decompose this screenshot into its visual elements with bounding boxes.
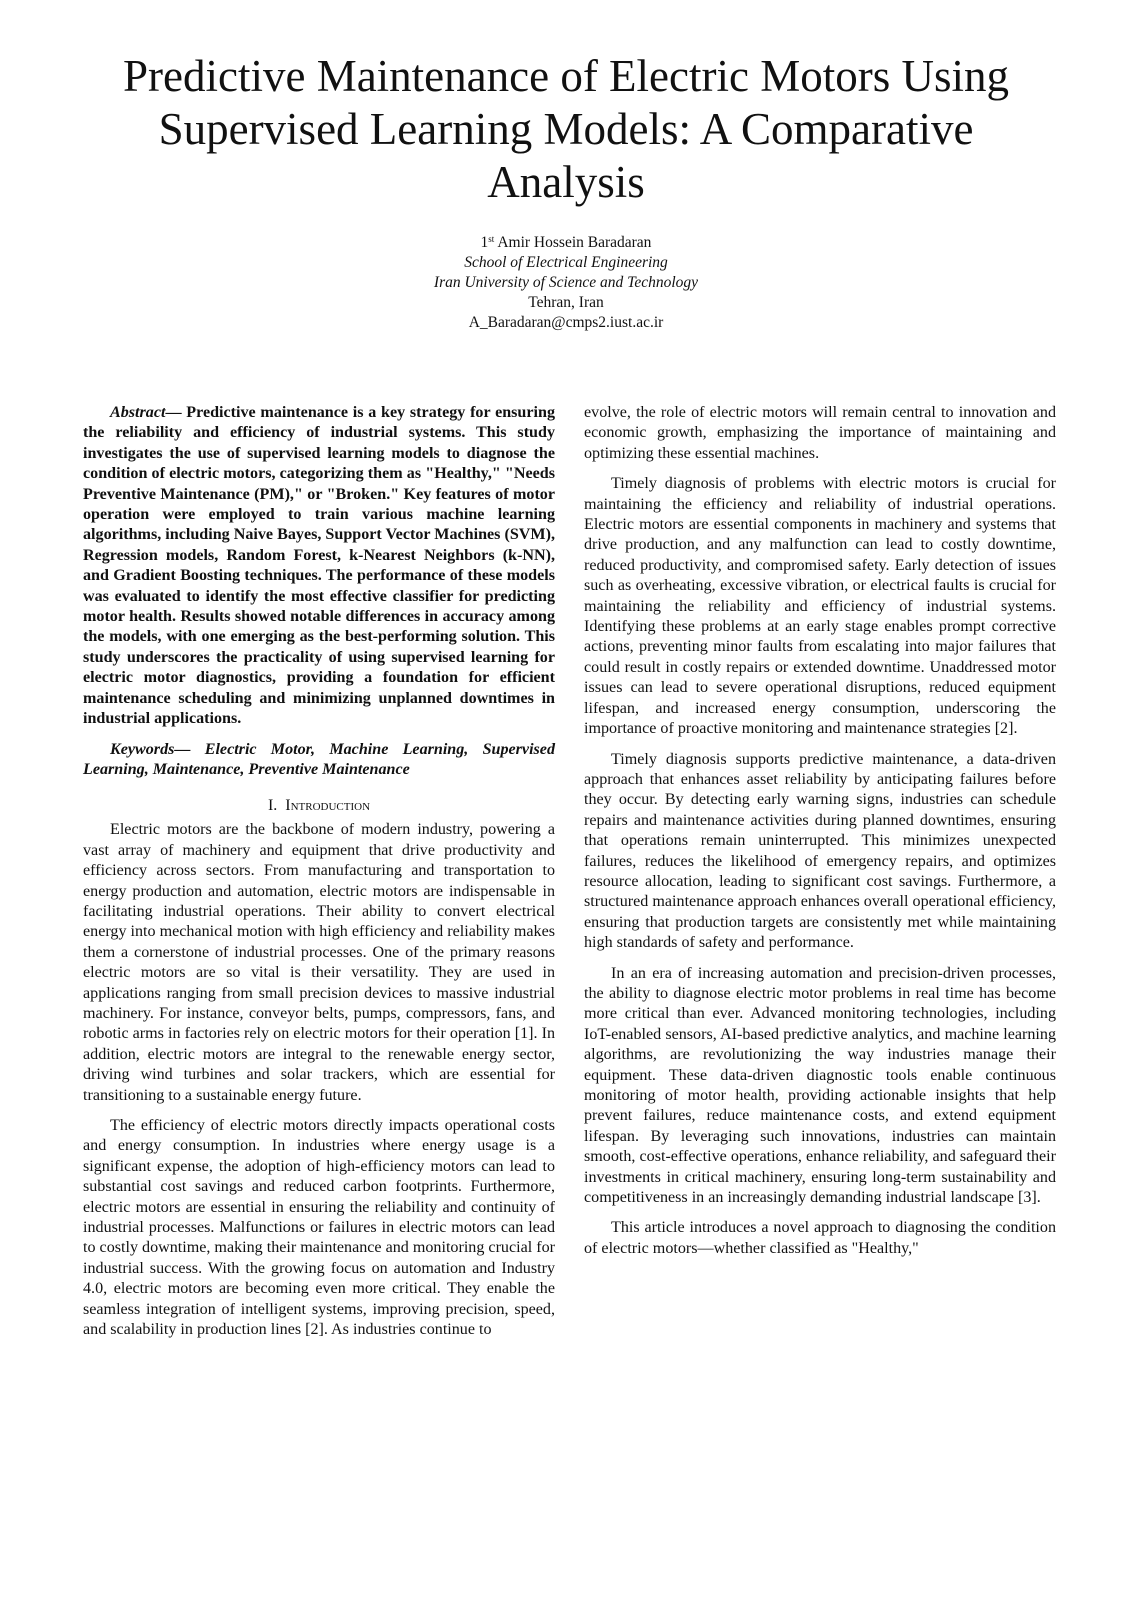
author-name-line xyxy=(300,233,832,253)
section-heading-introduction xyxy=(83,796,555,816)
author-department: School of Electrical Engineering xyxy=(464,254,668,271)
body-paragraph: In an era of increasing automation and precision-driven processes, the ability to diagnose electric motor problems in real time has become more critical than ever. Advanced monitoring technologies, including IoT-enabled sensors, AI-based predictive analytics, and machine learning algorithms, are revolutionizing the way industries manage their equipment. These data-driven diagnostic tools enable continuous monitoring of motor health, providing actionable insights that help prevent failures, reduce maintenance costs, and extend equipment lifespan. By leveraging such innovations, industries can maintain smooth, cost-effective operations, enhance reliability, and safeguard their investments in critical machinery, ensuring long-term sustainability and competitiveness in an increasingly demanding industrial landscape [3]. xyxy=(584,964,1056,1207)
paper-title xyxy=(80,50,1052,209)
title-line: Analysis xyxy=(487,157,645,207)
abstract-dash: — xyxy=(165,404,182,421)
author-ordinal: 1 xyxy=(480,234,489,251)
author-university: Iran University of Science and Technology xyxy=(433,274,699,291)
author-location: Tehran, Iran xyxy=(528,294,604,311)
body-paragraph-continuation: evolve, the role of electric motors will remain central to innovation and economic growth, emphasizing the importance of maintaining and optimizing these essential machines. xyxy=(584,404,1056,462)
title-line: Supervised Learning Models: A Comparative xyxy=(158,104,974,154)
author-name: Amir Hossein Baradaran xyxy=(497,234,652,251)
body-paragraph: Timely diagnosis of problems with electric motors is crucial for maintaining the efficiency and reliability of industrial operations. Electric motors are essential components in machinery and systems that drive production, and any malfunction can lead to costly downtime, reduced productivity, and compromised safety. Early detection of issues such as overheating, excessive vibration, or electrical faults is crucial for maintaining the reliability and efficiency of industrial systems. Identifying these problems at an early stage enables prompt corrective actions, preventing minor faults from escalating into major failures that could result in costly repairs or extended downtime. Unaddressed motor issues can lead to severe operational disruptions, reduced equipment lifespan, and increased energy consumption, underscoring the importance of proactive monitoring and maintenance strategies [2]. xyxy=(584,475,1056,738)
right-column xyxy=(584,403,1056,1259)
body-paragraph: The efficiency of electric motors directly impacts operational costs and energy consumption. In industries where energy usage is a significant expense, the adoption of high-efficiency motors can lead to substantial cost savings and reduced carbon footprints. Furthermore, electric motors are essential in ensuring the reliability and continuity of industrial processes. Malfunctions or failures in electric motors can lead to costly downtime, making their maintenance and monitoring crucial for industrial success. With the growing focus on automation and Industry 4.0, electric motors are becoming even more critical. They enable the seamless integration of intelligent systems, improving precision, speed, and scalability in production lines [2]. As industries continue to xyxy=(83,1117,555,1339)
body-paragraph: This article introduces a novel approach to diagnosing the condition of electric motors—whether classified as "Healthy," xyxy=(584,1219,1056,1257)
abstract xyxy=(83,403,555,730)
abstract-label: Abstract xyxy=(110,404,166,421)
author-ordinal-suffix: st xyxy=(488,234,495,244)
keywords: Keywords— Electric Motor, Machine Learning, Supervised Learning, Maintenance, Preventive Maintenance xyxy=(83,740,555,778)
abstract-text: Predictive maintenance is a key strategy for ensuring the reliability and efficiency of industrial systems. This study investigates the use of supervised learning models to diagnose the condition of electric motors, categorizing them as "Healthy," "Needs Preventive Maintenance (PM)," or "Broken." Key features of motor operation were employed to train various machine learning algorithms, including Naive Bayes, Support Vector Machines (SVM), Regression models, Random Forest, k-Nearest Neighbors (k-NN), and Gradient Boosting techniques. The performance of these models was evaluated to identify the most effective classifier for predicting motor health. Results showed notable differences in accuracy among the models, with one emerging as the best-performing solution. This study underscores the practicality of using supervised learning for electric motor diagnostics, providing a foundation for efficient maintenance scheduling and minimizing unplanned downtimes in industrial applications. xyxy=(83,404,555,728)
author-block xyxy=(300,233,832,333)
section-title: Introduction xyxy=(285,797,371,815)
title-line: Predictive Maintenance of Electric Motors Using xyxy=(123,51,1009,101)
section-number: I. xyxy=(267,797,278,815)
left-column xyxy=(83,403,555,1340)
body-paragraph: Electric motors are the backbone of modern industry, powering a vast array of machinery and equipment that drive productivity and efficiency across sectors. From manufacturing and transportation to energy production and automation, electric motors are indispensable in facilitating industrial operations. Their ability to convert electrical energy into mechanical motion with high efficiency and reliability makes them a cornerstone of industrial processes. One of the primary reasons electric motors are so vital is their versatility. They are used in applications ranging from small precision devices to massive industrial machinery. For instance, conveyor belts, pumps, compressors, fans, and robotic arms in factories rely on electric motors for their operation [1]. In addition, electric motors are integral to the renewable energy sector, driving wind turbines and solar trackers, which are essential for transitioning to a sustainable energy future. xyxy=(83,821,555,1104)
body-paragraph: Timely diagnosis supports predictive maintenance, a data-driven approach that enhances asset reliability by anticipating failures before they occur. By detecting early warning signs, industries can schedule repairs and maintenance activities during planned downtimes, ensuring that operations remain uninterrupted. This minimizes unexpected failures, reduces the likelihood of emergency repairs, and optimizes resource allocation, leading to significant cost savings. Furthermore, a structured maintenance approach enhances overall operational efficiency, ensuring that production targets are consistently met while maintaining high standards of safety and performance. xyxy=(584,750,1056,952)
author-email: A_Baradaran@cmps2.iust.ac.ir xyxy=(468,314,664,331)
